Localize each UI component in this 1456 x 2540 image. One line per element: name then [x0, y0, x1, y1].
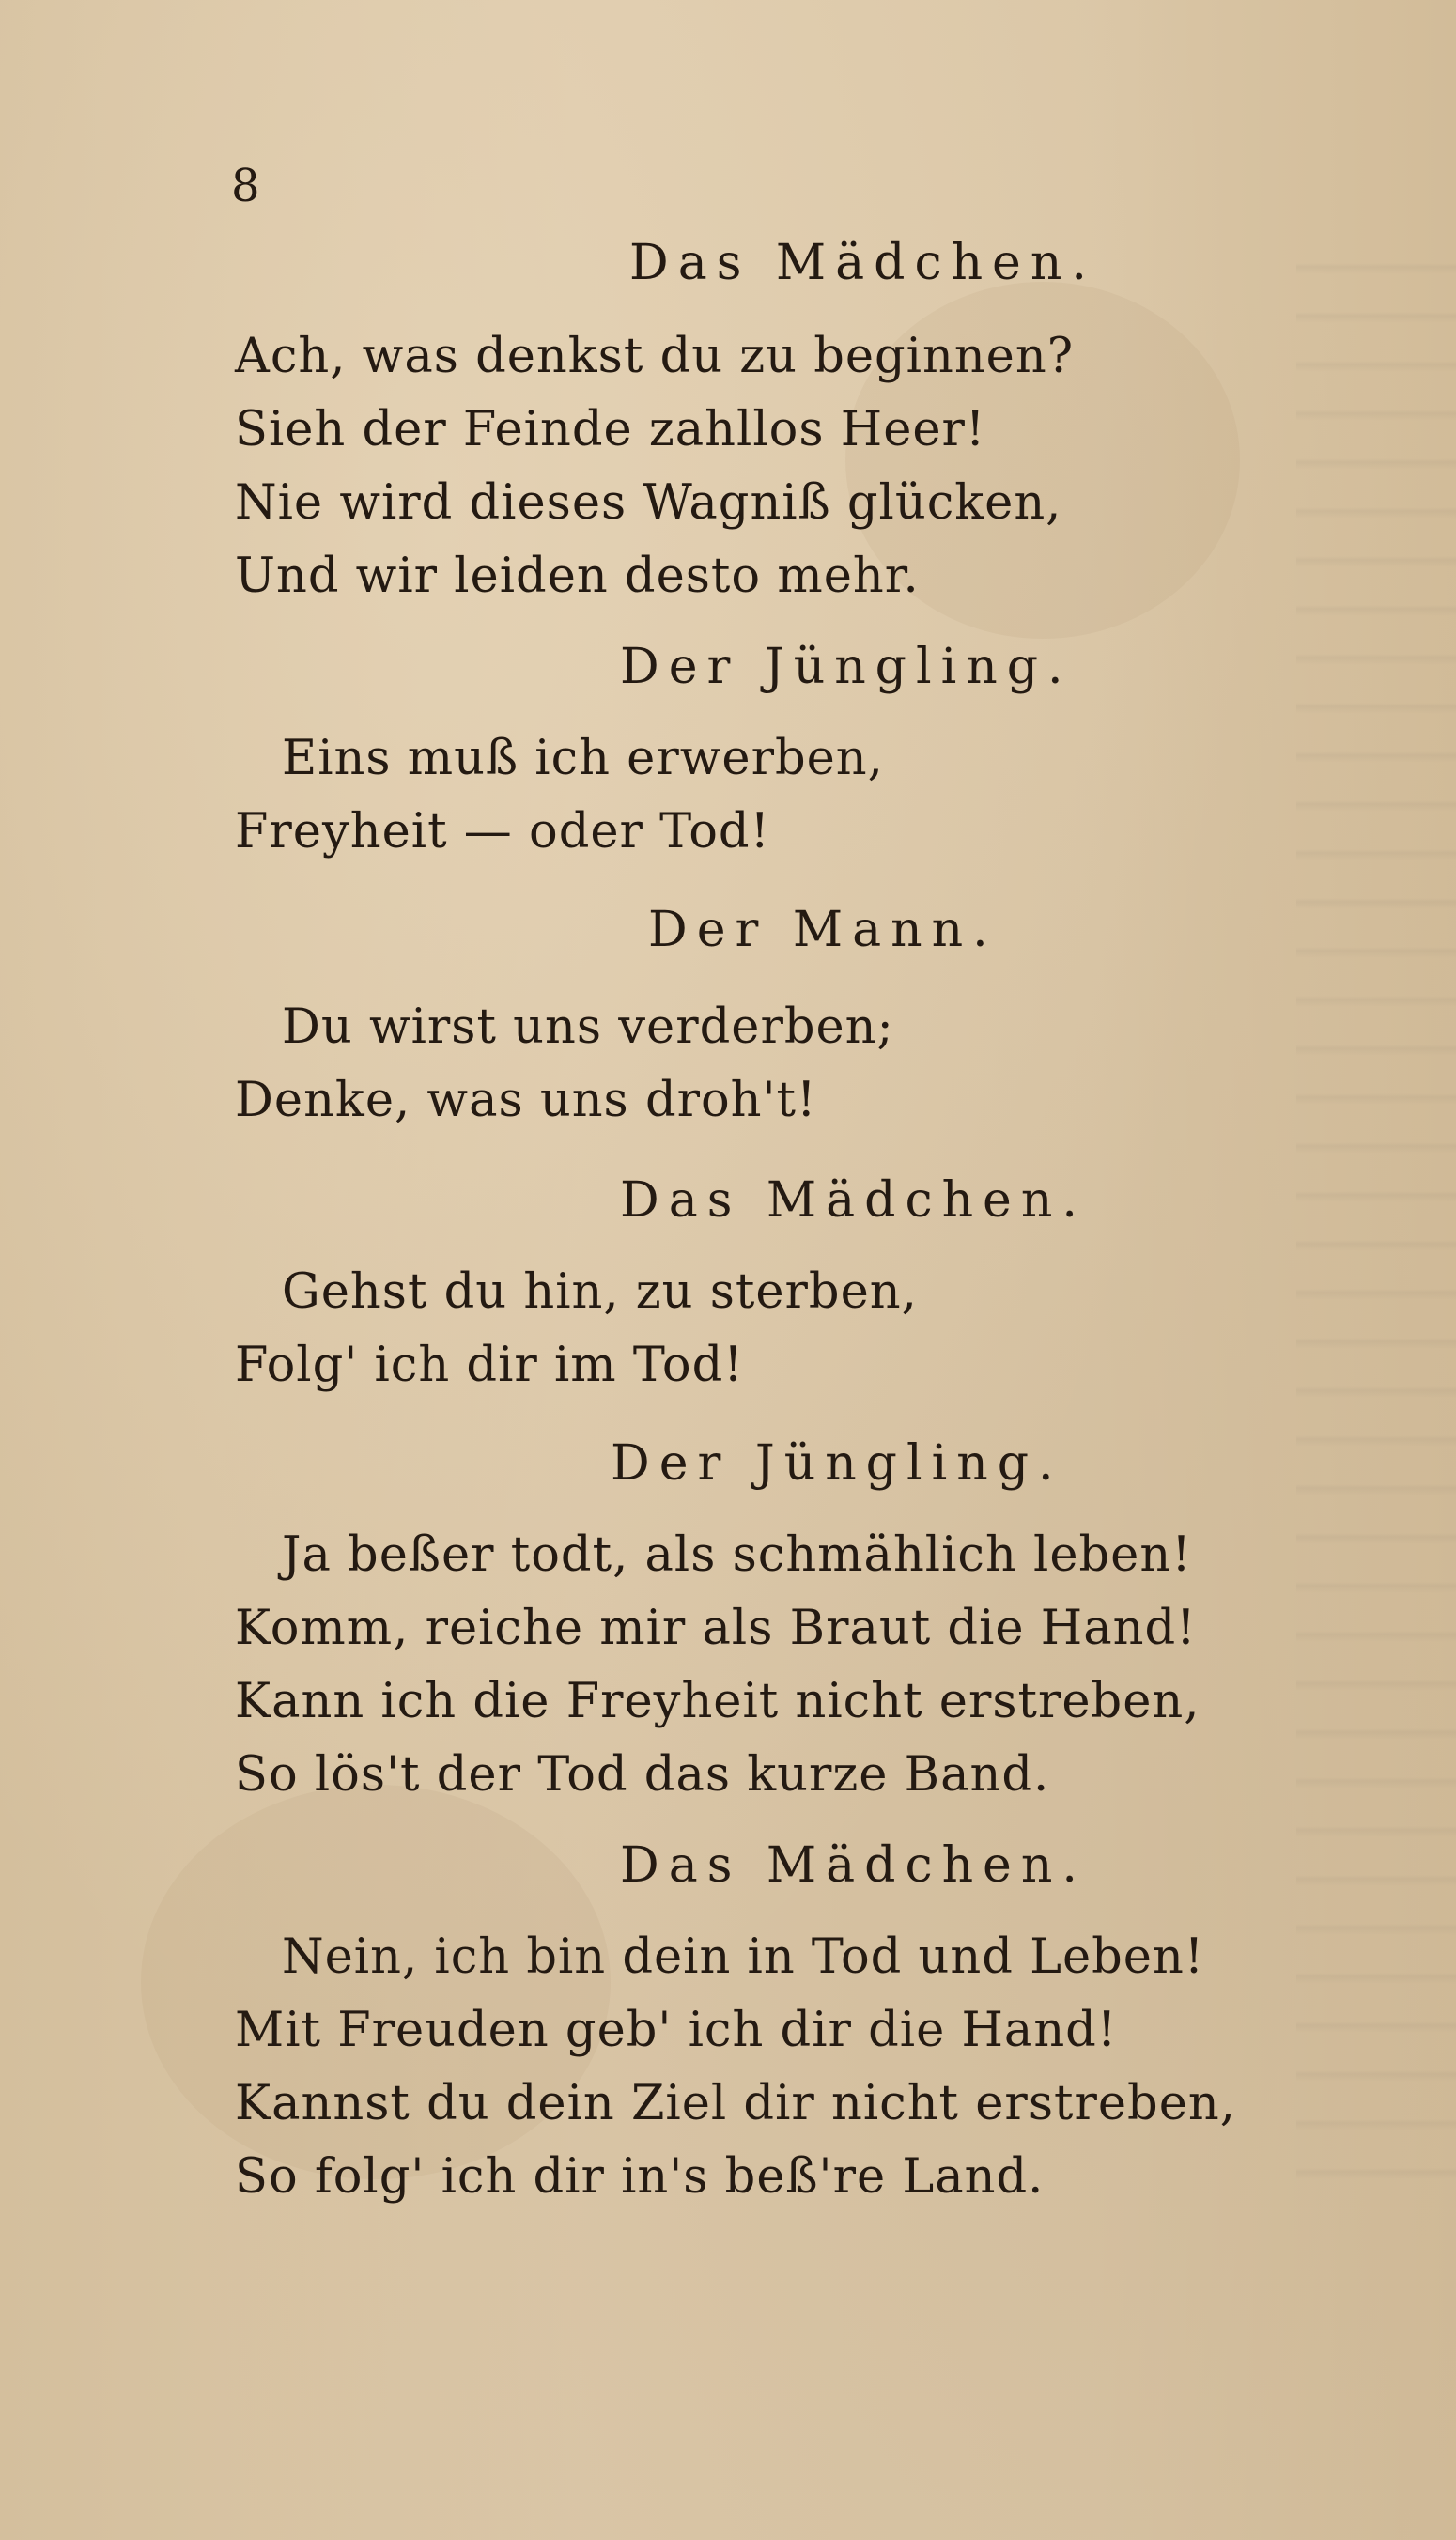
- verse-line: Denke, was uns droh't!: [235, 1073, 817, 1128]
- verse-line: Nie wird dieses Wagniß glücken,: [235, 475, 1062, 531]
- verse-line: Ach, was denkst du zu beginnen?: [235, 329, 1075, 384]
- verse-line: Mit Freuden geb' ich dir die Hand!: [235, 2003, 1118, 2058]
- verse-line: Sieh der Feinde zahllos Heer!: [235, 402, 986, 457]
- verse-line: Eins muß ich erwerben,: [282, 731, 884, 786]
- verse-line: Komm, reiche mir als Braut die Hand!: [235, 1601, 1197, 1656]
- show-through-text: [1296, 225, 1456, 2198]
- verse-line: Und wir leiden desto mehr.: [235, 549, 920, 604]
- verse-line: Kann ich die Freyheit nicht erstreben,: [235, 1674, 1200, 1729]
- verse-line: So folg' ich dir in's beß're Land.: [235, 2149, 1045, 2205]
- page-number: 8: [231, 160, 260, 212]
- speaker-heading: Der Mann.: [648, 902, 998, 958]
- verse-line: So lös't der Tod das kurze Band.: [235, 1747, 1050, 1803]
- speaker-heading: Das Mädchen.: [629, 235, 1096, 291]
- speaker-heading: Der Jüngling.: [611, 1435, 1063, 1492]
- verse-line: Du wirst uns verderben;: [282, 999, 894, 1055]
- verse-line: Ja beßer todt, als schmählich leben!: [282, 1527, 1192, 1583]
- verse-line: Kannst du dein Ziel dir nicht erstreben,: [235, 2076, 1236, 2131]
- verse-line: Freyheit — oder Tod!: [235, 804, 771, 860]
- verse-line: Gehst du hin, zu sterben,: [282, 1264, 918, 1320]
- speaker-heading: Der Jüngling.: [620, 639, 1073, 695]
- verse-line: Nein, ich bin dein in Tod und Leben!: [282, 1929, 1205, 1985]
- speaker-heading: Das Mädchen.: [620, 1172, 1087, 1229]
- speaker-heading: Das Mädchen.: [620, 1837, 1087, 1894]
- verse-line: Folg' ich dir im Tod!: [235, 1338, 744, 1393]
